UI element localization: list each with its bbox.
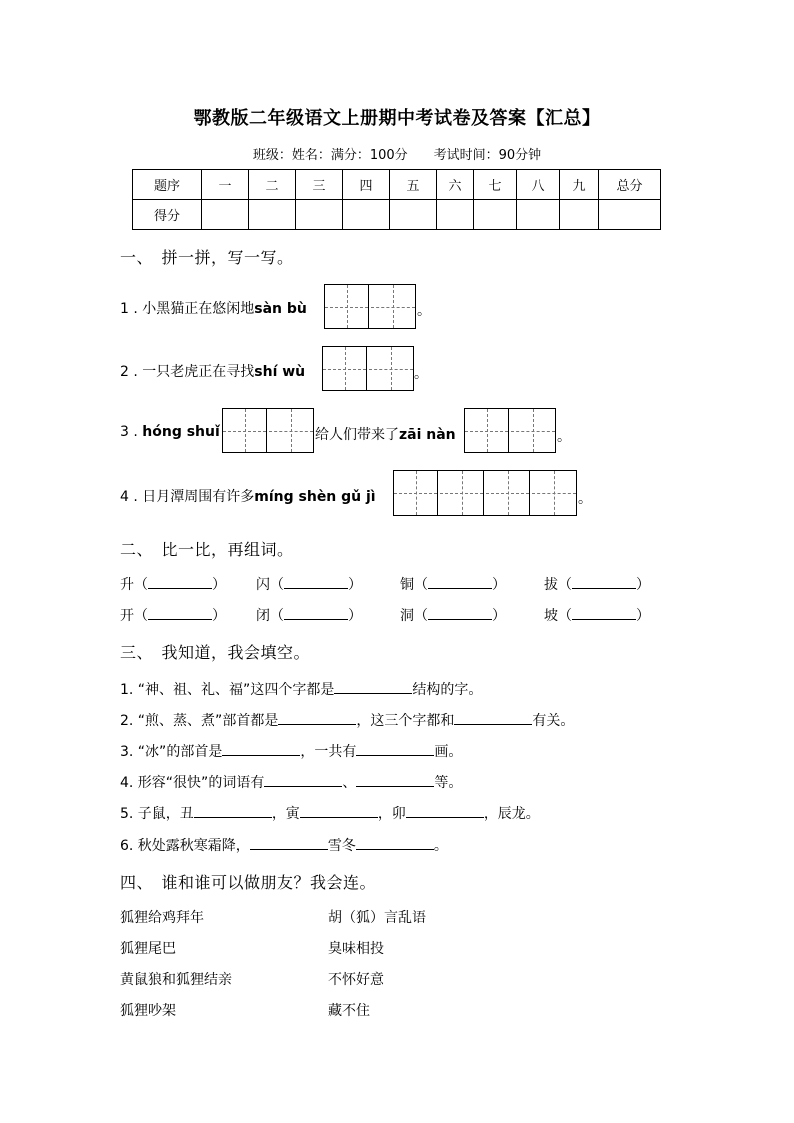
score-header-cell: 一 — [202, 170, 249, 200]
score-input-cell[interactable] — [517, 200, 560, 230]
answer-blank[interactable] — [356, 774, 434, 787]
score-input-cell[interactable] — [249, 200, 296, 230]
score-table — [132, 169, 661, 230]
exam-info: 班级：姓名：满分：100分 考试时间：90分钟 — [252, 148, 542, 163]
compare-item: 拔（ ） — [544, 577, 650, 593]
score-header-cell: 二 — [249, 170, 296, 200]
match-left-item[interactable]: 狐狸给鸡拜年 — [120, 910, 204, 926]
answer-blank[interactable] — [428, 607, 492, 620]
pinyin-question-1 — [120, 298, 307, 318]
score-row-label: 得分 — [133, 200, 202, 230]
q2-writing-grid[interactable] — [322, 346, 414, 391]
q1-pinyin: sàn bù — [254, 301, 307, 317]
compare-item: 升（ ） — [120, 577, 226, 593]
compare-item: 坡（ ） — [544, 608, 650, 624]
score-header-cell: 六 — [437, 170, 474, 200]
section-4-heading: 四、 谁和谁可以做朋友？我会连。 — [120, 873, 377, 892]
answer-blank[interactable] — [148, 576, 212, 589]
fill-question-2: 2. “煎、蒸、煮”部首都是 ，这三个字都和 有关。 — [120, 713, 575, 729]
answer-blank[interactable] — [572, 607, 636, 620]
pinyin-question-2 — [120, 361, 305, 381]
match-right-item[interactable]: 不怀好意 — [328, 972, 384, 988]
q4-writing-grid[interactable] — [393, 470, 577, 516]
match-right-item[interactable]: 胡（狐）言乱语 — [328, 910, 426, 926]
score-header-cell: 五 — [390, 170, 437, 200]
pinyin-question-4 — [120, 486, 376, 506]
answer-blank[interactable] — [428, 576, 492, 589]
q4-prefix: 4 . 日月潭周围有许多 — [120, 489, 255, 505]
answer-blank[interactable] — [250, 837, 328, 850]
fill-question-1: 1. “神、祖、礼、福”这四个字都是 结构的字。 — [120, 682, 483, 698]
section-3-heading: 三、 我知道，我会填空。 — [120, 643, 311, 662]
compare-item: 铜（ ） — [400, 577, 506, 593]
score-input-cell[interactable] — [390, 200, 437, 230]
answer-blank[interactable] — [284, 576, 348, 589]
q2-suffix: 。 — [414, 366, 428, 382]
answer-blank[interactable] — [454, 712, 532, 725]
score-header-cell: 题序 — [133, 170, 202, 200]
score-table-header-row — [133, 170, 661, 200]
q3-middle-text: 给人们带来了 — [315, 427, 399, 443]
match-right-item[interactable]: 臭味相投 — [328, 941, 384, 957]
score-header-cell: 总分 — [599, 170, 661, 200]
score-input-cell[interactable] — [343, 200, 390, 230]
score-input-cell[interactable] — [437, 200, 474, 230]
q3-pinyin-2: zāi nàn — [399, 427, 456, 443]
answer-blank[interactable] — [148, 607, 212, 620]
score-header-cell: 八 — [517, 170, 560, 200]
q3-prefix: 3 . — [120, 424, 143, 440]
score-input-cell[interactable] — [202, 200, 249, 230]
match-right-item[interactable]: 藏不住 — [328, 1003, 370, 1019]
q3-pinyin-1: hóng shuǐ — [142, 424, 220, 440]
q2-pinyin: shí wù — [254, 364, 306, 380]
fill-question-6: 6. 秋处露秋寒霜降， 雪冬 。 — [120, 838, 448, 854]
answer-blank[interactable] — [356, 837, 434, 850]
q1-writing-grid[interactable] — [324, 284, 416, 329]
q4-pinyin: míng shèn gǔ jì — [254, 489, 376, 505]
answer-blank[interactable] — [334, 681, 412, 694]
score-header-cell: 四 — [343, 170, 390, 200]
score-header-cell: 七 — [474, 170, 517, 200]
q3-suffix: 。 — [557, 429, 571, 445]
q3-middle — [315, 424, 456, 444]
fill-question-3: 3. “冰”的部首是 ，一共有 画。 — [120, 744, 463, 760]
compare-item: 闭（ ） — [256, 608, 362, 624]
fill-question-5: 5. 子鼠，丑 ，寅 ，卯 ，辰龙。 — [120, 806, 540, 822]
score-input-cell[interactable] — [560, 200, 599, 230]
answer-blank[interactable] — [222, 743, 300, 756]
section-2-heading: 二、 比一比，再组词。 — [120, 540, 294, 559]
q1-prefix: 1 . 小黑猫正在悠闲地 — [120, 301, 255, 317]
score-header-cell: 三 — [296, 170, 343, 200]
q3-writing-grid-2[interactable] — [464, 408, 556, 453]
compare-item: 开（ ） — [120, 608, 226, 624]
answer-blank[interactable] — [572, 576, 636, 589]
match-left-item[interactable]: 狐狸吵架 — [120, 1003, 176, 1019]
q2-prefix: 2 . 一只老虎正在寻找 — [120, 364, 255, 380]
answer-blank[interactable] — [356, 743, 434, 756]
answer-blank[interactable] — [264, 774, 342, 787]
answer-blank[interactable] — [278, 712, 356, 725]
compare-item: 洞（ ） — [400, 608, 506, 624]
fill-question-4: 4. 形容“很快”的词语有 、 等。 — [120, 775, 463, 791]
q4-suffix: 。 — [578, 491, 592, 507]
page-title: 鄂教版二年级语文上册期中考试卷及答案【汇总】 — [193, 108, 601, 129]
match-left-item[interactable]: 黄鼠狼和狐狸结亲 — [120, 972, 232, 988]
answer-blank[interactable] — [194, 805, 272, 818]
score-input-cell[interactable] — [599, 200, 661, 230]
q3-writing-grid-1[interactable] — [222, 408, 314, 453]
score-header-cell: 九 — [560, 170, 599, 200]
pinyin-question-3 — [120, 424, 220, 440]
q1-suffix: 。 — [417, 303, 431, 319]
answer-blank[interactable] — [284, 607, 348, 620]
answer-blank[interactable] — [406, 805, 484, 818]
score-table-score-row — [133, 200, 661, 230]
score-input-cell[interactable] — [296, 200, 343, 230]
section-1-heading: 一、 拼一拼，写一写。 — [120, 248, 294, 267]
answer-blank[interactable] — [300, 805, 378, 818]
score-input-cell[interactable] — [474, 200, 517, 230]
match-left-item[interactable]: 狐狸尾巴 — [120, 941, 176, 957]
compare-item: 闪（ ） — [256, 577, 362, 593]
